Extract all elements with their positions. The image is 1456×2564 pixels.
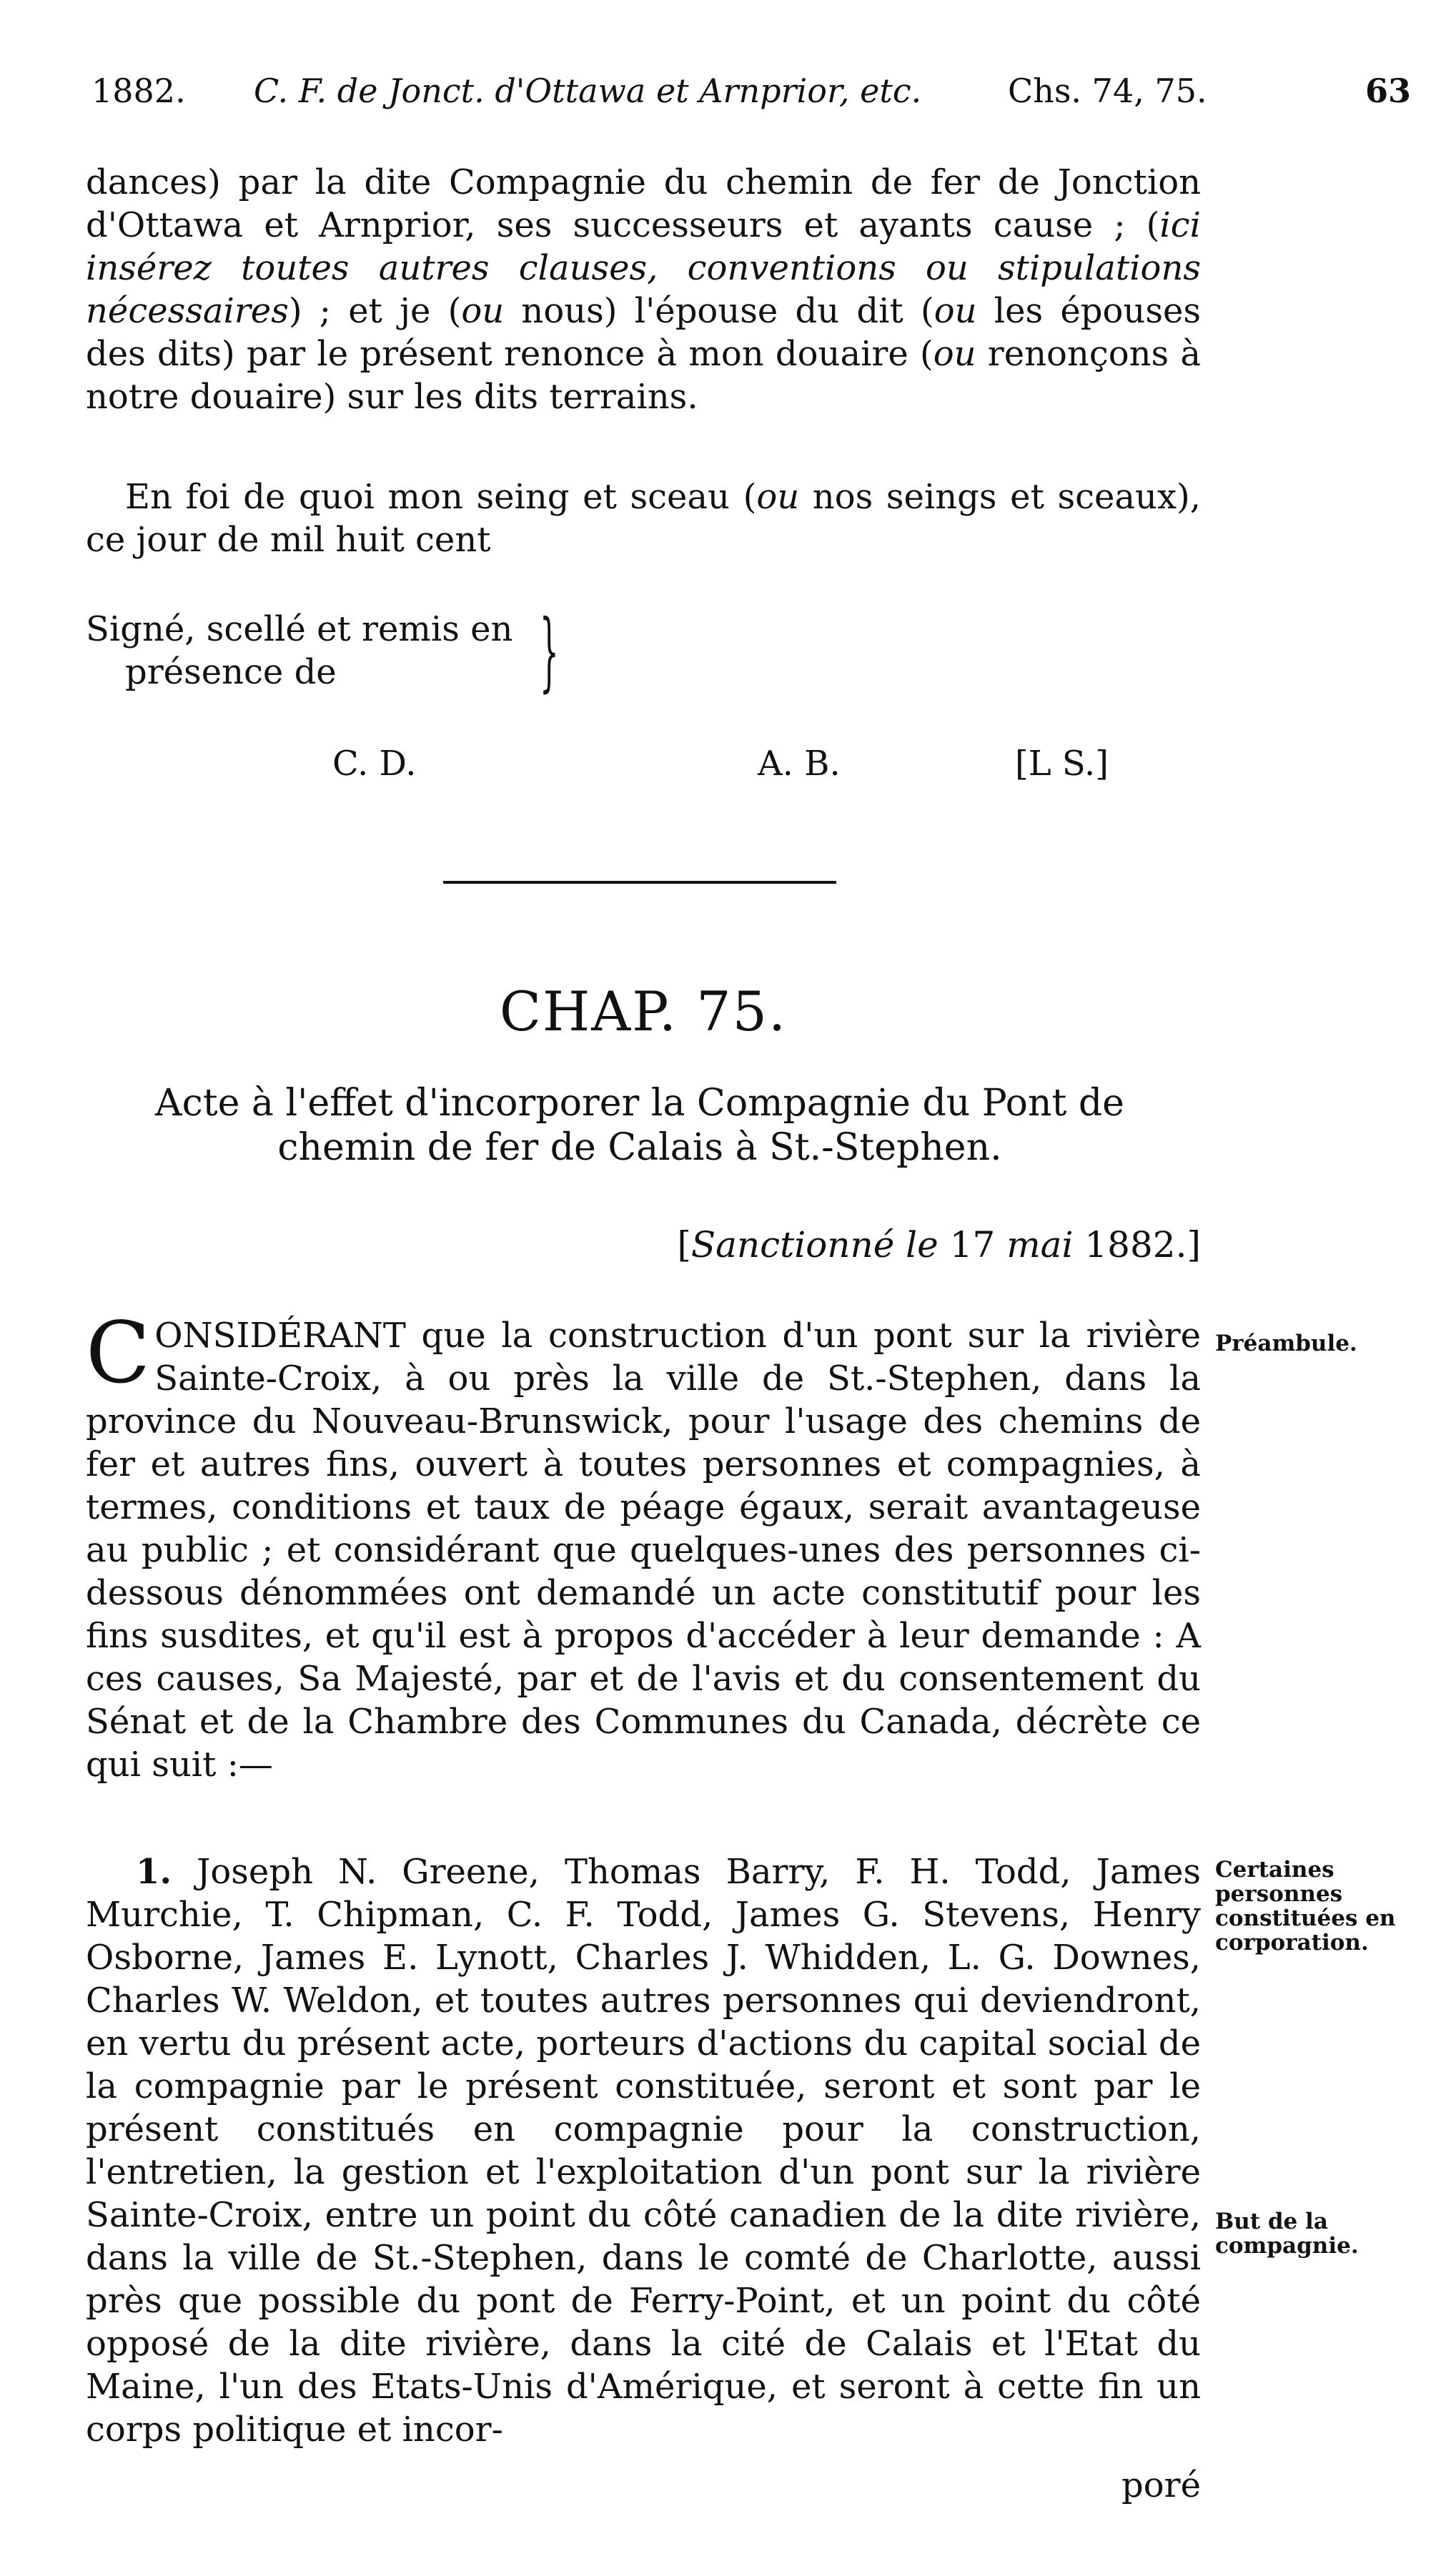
signature-party: A. B. — [758, 744, 841, 784]
page-number: 63 — [1365, 72, 1412, 110]
signed-in-presence — [86, 608, 512, 694]
testimonium-paragraph: En foi de quoi mon seing et sceau (ou nos seings et sceaux), ce jour de mil huit cent — [86, 477, 1201, 560]
section-number: 1. — [136, 1852, 172, 1892]
act-title: Acte à l'effet d'incorporer la Compagnie du Pont de chemin de fer de Calais à St.-Stephen. — [155, 1082, 1124, 1169]
header-year: 1882. — [91, 72, 186, 110]
preamble-paragraph: CONSIDÉRANT que la construction d'un pont sur la rivière Sainte-Croix, à ou près la ville de St.-Stephen, dans la province du Nouveau-Brunswick, pour l'usage des chemins de fer et autres fins, ouvert à toutes personnes et compagnies, à termes, conditions et taux de péage égaux, serait avantageuse au public ; et considérant que quelques-unes des personnes ci-dessous dénommées ont demandé un acte constitutif pour les fins susdites, et qu'il est à propos d'accéder à leur demande : A ces causes, Sa Majesté, par et de l'avis et du consentement du Sénat et de la Chambre des Communes du Canada, décrète ce qui suit :— — [86, 1303, 1201, 1785]
header-title: C. F. de Jonct. d'Ottawa et Arnprior, etc. — [254, 72, 922, 110]
running-header — [86, 72, 1415, 129]
drop-cap: C — [86, 1303, 151, 1402]
signature-witness: C. D. — [332, 744, 417, 784]
section-1-paragraph: 1. Joseph N. Greene, Thomas Barry, F. H. Todd, James Murchie, T. Chipman, C. F. Todd, James G. Stevens, Henry Osborne, James E. Lynott, Charles J. Whidden, L. G. Downes, Charles W. Weldon, et toutes autres personnes qui deviendront, en vertu du présent acte, porteurs d'actions du capital social de la compagnie par le présent constituée, seront et sont par le présent constitués en compagnie pour la construction, l'entretien, la gestion et l'exploitation d'un pont sur la rivière Sainte-Croix, entre un point du côté canadien de la dite rivière, dans la ville de St.-Stephen, dans le comté de Charlotte, aussi près que possible du pont de Ferry-Point, et un point du côté opposé de la dite rivière, dans la cité de Calais et l'Etat du Maine, l'un des Etats-Unis d'Amérique, et seront à cette fin un corps politique et incor- — [86, 1852, 1202, 2450]
chapter-heading: CHAP. 75. — [499, 980, 788, 1043]
margin-note-purpose: But de la compagnie. — [1215, 2209, 1359, 2259]
deed-clause-paragraph: dances) par la dite Compagnie du chemin de fer de Jonction d'Ottawa et Arnprior, ses successeurs et ayants cause ; (ici insérez toutes autres clauses, conventions ou stipulations nécessaires) ; et je (ou nous) l'épouse du dit (ou les épouses des dits) par le présent renonce à mon douaire (ou renonçons à notre douaire) sur les dits terrains. — [86, 162, 1202, 417]
seal-marker: [L S.] — [1015, 744, 1109, 784]
signed-line-1: Signé, scellé et remis en — [86, 609, 513, 649]
sanction-date: [Sanctionné le 17 mai 1882.] — [677, 1224, 1201, 1266]
header-chapters: Chs. 74, 75. — [1008, 72, 1207, 110]
margin-note-incorporation: Certaines personnes constituées en corporation. — [1215, 1857, 1396, 1956]
signed-line-2: présence de — [125, 652, 337, 692]
catchword: poré — [1121, 2465, 1201, 2505]
margin-note-preamble: Préambule. — [1215, 1331, 1357, 1356]
brace-glyph: } — [540, 602, 559, 701]
section-divider — [443, 881, 836, 884]
